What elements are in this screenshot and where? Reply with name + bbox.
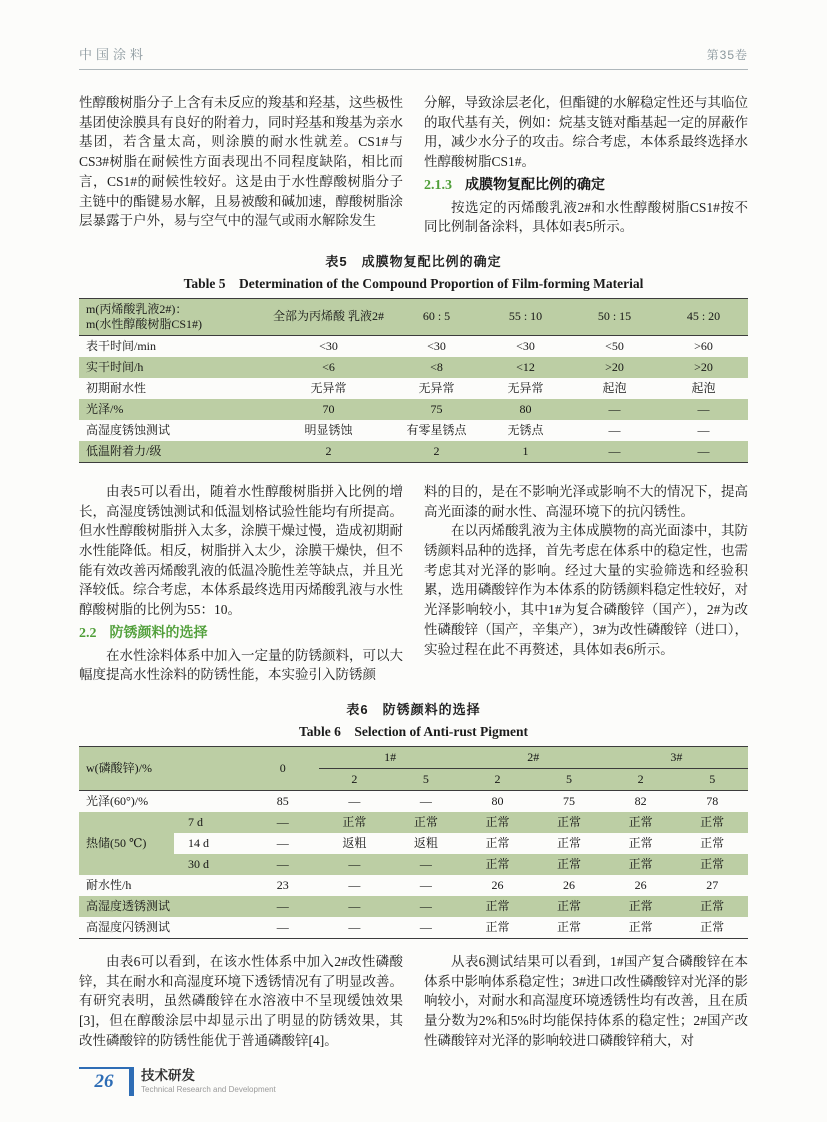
table-header-cell: 45 : 20 bbox=[659, 298, 748, 335]
paragraph: 按选定的丙烯酸乳液2#和水性醇酸树脂CS1#按不同比例制备涂料，具体如表5所示。 bbox=[424, 199, 748, 235]
table-cell: 有零星锈点 bbox=[406, 422, 467, 437]
table-cell: <6 bbox=[265, 357, 392, 378]
table-subheader-cell: 5 bbox=[533, 768, 605, 790]
page-number: 26 bbox=[79, 1067, 129, 1094]
row-label: 实干时间/h bbox=[79, 357, 265, 378]
table-cell: 26 bbox=[634, 877, 647, 892]
row-label: 低温附着力/级 bbox=[79, 441, 265, 463]
table-header-row bbox=[79, 298, 748, 335]
table-cell: — bbox=[319, 854, 391, 875]
section-heading-2-2 bbox=[79, 623, 403, 644]
table-cell: <30 bbox=[319, 338, 338, 353]
table-header-cell bbox=[79, 298, 265, 335]
table-cell: 起泡 bbox=[602, 380, 627, 395]
table-cell: 正常 bbox=[605, 854, 677, 875]
table-cell: — bbox=[419, 877, 432, 892]
footer-section bbox=[141, 1067, 276, 1094]
table-cell: — bbox=[608, 422, 621, 437]
table-group-header: 2# bbox=[462, 746, 605, 768]
text-section-top bbox=[79, 93, 748, 237]
row-sublabel: 30 d bbox=[174, 854, 247, 875]
table-subheader-cell: 2 bbox=[319, 768, 391, 790]
section-number: 2.2 bbox=[79, 625, 97, 641]
table-cell: 2 bbox=[265, 441, 392, 463]
table-cell: — bbox=[419, 793, 432, 808]
table-header-cell: w(磷酸锌)/% bbox=[79, 746, 247, 790]
section-title: 防锈颜料的选择 bbox=[109, 623, 208, 640]
table-cell: 正常 bbox=[533, 896, 605, 917]
row-label: 表干时间/min bbox=[86, 338, 157, 353]
table-row bbox=[79, 357, 748, 378]
table-cell: 正常 bbox=[628, 919, 653, 934]
table-cell: — bbox=[319, 896, 391, 917]
table-cell: 返粗 bbox=[413, 835, 438, 850]
table-cell: 正常 bbox=[557, 919, 582, 934]
table-group-header: 3# bbox=[605, 746, 748, 768]
table-cell: 正常 bbox=[462, 896, 534, 917]
table-row bbox=[79, 812, 748, 833]
row-label: 高湿度锈蚀测试 bbox=[86, 422, 171, 437]
table-cell: 无异常 bbox=[310, 380, 347, 395]
table-cell: <12 bbox=[481, 357, 570, 378]
table-row bbox=[79, 335, 748, 357]
table-cell: 82 bbox=[634, 793, 647, 808]
table-cell: 无异常 bbox=[418, 380, 455, 395]
table-header-cell: 55 : 10 bbox=[481, 298, 570, 335]
table-cell: 正常 bbox=[605, 812, 677, 833]
table-cell: 26 bbox=[491, 877, 504, 892]
table-cell: 正常 bbox=[605, 896, 677, 917]
footer-section-cn: 技术研发 bbox=[141, 1068, 195, 1083]
table-cell: 85 bbox=[276, 793, 289, 808]
table-cell: — bbox=[659, 399, 748, 420]
right-column bbox=[424, 93, 748, 237]
table-cell: 75 bbox=[563, 793, 576, 808]
table-cell: — bbox=[247, 812, 319, 833]
table-row bbox=[79, 378, 748, 399]
table-header-cell: 60 : 5 bbox=[392, 298, 481, 335]
text-section-middle bbox=[79, 482, 748, 685]
table-row bbox=[79, 854, 748, 875]
table6-caption-cn: 表6 防锈颜料的选择 bbox=[346, 701, 481, 717]
row-sublabel: 14 d bbox=[188, 835, 209, 850]
table-group-header: 1# bbox=[319, 746, 462, 768]
row-label: 初期耐水性 bbox=[86, 380, 147, 395]
table-subheader-cell: 5 bbox=[676, 768, 748, 790]
table-cell: <8 bbox=[392, 357, 481, 378]
paragraph: 在水性涂料体系中加入一定量的防锈颜料，可以大幅度提高水性涂料的防锈性能，本实验引入防锈颜 bbox=[79, 647, 403, 683]
header-line: m(丙烯酸乳液2#)： bbox=[86, 301, 188, 316]
table-cell: 78 bbox=[706, 793, 719, 808]
table-cell: — bbox=[247, 896, 319, 917]
table-cell: <50 bbox=[605, 338, 624, 353]
table-cell: — bbox=[276, 919, 289, 934]
row-group-label: 热储(50 ℃) bbox=[79, 812, 174, 875]
table-cell: 正常 bbox=[462, 854, 534, 875]
table-cell: >20 bbox=[570, 357, 659, 378]
table-cell: <30 bbox=[516, 338, 535, 353]
table-cell: 正常 bbox=[390, 812, 462, 833]
row-label: 高湿度透锈测试 bbox=[79, 896, 247, 917]
row-label: 耐水性/h bbox=[86, 877, 132, 892]
header-line: m(水性醇酸树脂CS1#) bbox=[86, 316, 203, 331]
table-subheader-cell: 5 bbox=[390, 768, 462, 790]
table-cell: 无锈点 bbox=[507, 422, 544, 437]
paragraph: 从表6测试结果可以看到，1#国产复合磷酸锌在本体系中影响体系稳定性；3#进口改性磷酸锌对光泽的影响较小，对耐水和高湿度环境透锈性均有改善，且在质量分数为2%和5%时均能保持体系的稳定性；2#国产改性磷酸锌对光泽的影响较进口磷酸锌稍大，对 bbox=[424, 953, 748, 1048]
right-column bbox=[424, 482, 748, 685]
paragraph: 料的目的，是在不影响光泽或影响不大的情况下，提高高光面漆的耐水性、高湿环境下的抗闪锈性。 bbox=[424, 483, 748, 519]
table5 bbox=[79, 298, 748, 463]
table-cell: >60 bbox=[694, 338, 713, 353]
table-row bbox=[79, 833, 748, 854]
row-label: 高湿度闪锈测试 bbox=[86, 919, 171, 934]
section-number: 2.1.3 bbox=[424, 177, 452, 193]
table-row bbox=[79, 399, 748, 420]
page-footer bbox=[79, 1067, 276, 1096]
table5-caption-en: Table 5 Determination of the Compound Proportion of Film-forming Material bbox=[183, 275, 644, 291]
table-cell: 正常 bbox=[485, 835, 510, 850]
table-cell: 正常 bbox=[700, 835, 725, 850]
table-header-cell: 50 : 15 bbox=[570, 298, 659, 335]
section-heading-2-1-3 bbox=[424, 175, 748, 196]
table-cell: 明显锈蚀 bbox=[304, 422, 353, 437]
table-cell: — bbox=[348, 919, 361, 934]
text-section-bottom bbox=[79, 952, 748, 1051]
table-row bbox=[79, 896, 748, 917]
table-subheader-cell: 2 bbox=[462, 768, 534, 790]
paragraph: 由表5可以看出，随着水性醇酸树脂拼入比例的增长，高湿度锈蚀测试和低温划格试验性能均有所提高。但水性醇酸树脂拼入太多，涂膜干燥过慢，造成初期耐水性能降低。相反，树脂拼入太少，涂膜干燥快，但不能有效改善丙烯酸乳液的低温冷脆性差等缺点，并且光泽较低。综合考虑，本体系最终选用丙烯酸乳液与水性醇酸树脂的比例为55：10。 bbox=[79, 483, 403, 618]
table5-caption-cn: 表5 成膜物复配比例的确定 bbox=[325, 253, 502, 269]
table-cell: — bbox=[247, 854, 319, 875]
paragraph: 性醇酸树脂分子上含有未反应的羧基和羟基，这些极性基团使涂膜具有良好的附着力，同时羟基和羧基为亲水基团，若含量太高，则涂膜的耐水性就差。CS1#与CS3#树脂在耐候性方面表现出不同程度缺陷，相比而言，CS1#的耐候性较好。这是由于水性醇酸树脂分子主链中的酯键易水解，且易被酸和碱加速，醇酸树脂涂层暴露于户外，易与空气中的湿气或雨水解除发生 bbox=[79, 95, 403, 229]
table-cell: 75 bbox=[392, 399, 481, 420]
table-cell: 70 bbox=[265, 399, 392, 420]
table-cell: 1 bbox=[481, 441, 570, 463]
footer-section-en: Technical Research and Development bbox=[141, 1085, 276, 1094]
table-row bbox=[79, 420, 748, 441]
table-cell: — bbox=[390, 854, 462, 875]
table-cell: — bbox=[348, 877, 361, 892]
table-cell: — bbox=[570, 441, 659, 463]
table-cell: 正常 bbox=[533, 854, 605, 875]
table-cell: — bbox=[348, 793, 361, 808]
left-column bbox=[79, 952, 403, 1051]
left-column bbox=[79, 93, 403, 237]
table-cell: — bbox=[276, 835, 289, 850]
footer-divider bbox=[129, 1067, 134, 1096]
table-cell: 80 bbox=[491, 793, 504, 808]
paragraph: 在以丙烯酸乳液为主体成膜物的高光面漆中，其防锈颜料品种的选择，首先考虑在体系中的稳定性，也需考虑其对光泽的影响。经过大量的实验筛选和经验积累，选用磷酸锌作为本体系的防锈颜料稳定性较好，对光泽影响较小，其中1#为复合磷酸锌（国产），2#为改性磷酸锌（国产，辛集产），3#为改性磷酸锌（进口），实验过程在此不再赘述，具体如表6所示。 bbox=[424, 523, 748, 657]
table-row bbox=[79, 790, 748, 812]
table-cell: 正常 bbox=[557, 835, 582, 850]
left-column bbox=[79, 482, 403, 685]
table-cell: >20 bbox=[659, 357, 748, 378]
table-cell: 正常 bbox=[676, 812, 748, 833]
paragraph: 由表6可以看到，在该水性体系中加入2#改性磷酸锌，其在耐水和高湿度环境下透锈情况有了明显改善。有研究表明，虽然磷酸锌在水溶液中不呈现缓蚀效果[3]，但在醇酸涂层中却显示出了明显的防锈效果，其改性磷酸锌的防锈性能优于普通磷酸锌[4]。 bbox=[79, 953, 403, 1048]
table-cell: 返粗 bbox=[342, 835, 367, 850]
table-cell: 2 bbox=[392, 441, 481, 463]
table-row bbox=[79, 875, 748, 896]
table5-block bbox=[79, 251, 748, 463]
table-cell: — bbox=[390, 896, 462, 917]
row-label: 光泽/% bbox=[79, 399, 265, 420]
row-sublabel: 7 d bbox=[174, 812, 247, 833]
running-header bbox=[79, 44, 748, 70]
section-title: 成膜物复配比例的确定 bbox=[465, 175, 605, 192]
table-cell: — bbox=[419, 919, 432, 934]
table-cell: 正常 bbox=[676, 896, 748, 917]
row-label: 光泽(60°)/% bbox=[86, 793, 149, 808]
table-subheader-cell: 2 bbox=[605, 768, 677, 790]
table-cell: 正常 bbox=[485, 919, 510, 934]
table-cell: 起泡 bbox=[691, 380, 716, 395]
table-row bbox=[79, 441, 748, 463]
table-cell: 正常 bbox=[700, 919, 725, 934]
table-cell: 正常 bbox=[533, 812, 605, 833]
table-header-row bbox=[79, 746, 748, 768]
table-cell: 27 bbox=[706, 877, 719, 892]
table-cell: 23 bbox=[276, 877, 289, 892]
table-row bbox=[79, 917, 748, 939]
table-cell: <30 bbox=[427, 338, 446, 353]
table-cell: 无异常 bbox=[507, 380, 544, 395]
table-header-cell: 0 bbox=[247, 746, 319, 790]
table-cell: 正常 bbox=[676, 854, 748, 875]
paragraph: 分解，导致涂层老化，但酯键的水解稳定性还与其临位的取代基有关，例如：烷基支链对酯基起一定的屏蔽作用，减少水分子的攻击。综合考虑，本体系最终选择水性醇酸树脂CS1#。 bbox=[424, 95, 748, 170]
table6-block bbox=[79, 699, 748, 939]
right-column bbox=[424, 952, 748, 1051]
table-cell: 正常 bbox=[462, 812, 534, 833]
table-cell: 正常 bbox=[628, 835, 653, 850]
table6 bbox=[79, 746, 748, 939]
journal-name: 中国涂料 bbox=[79, 47, 148, 62]
table-cell: — bbox=[697, 422, 710, 437]
table-cell: — bbox=[570, 399, 659, 420]
table-cell: — bbox=[659, 441, 748, 463]
table-cell: 80 bbox=[481, 399, 570, 420]
table-cell: 正常 bbox=[319, 812, 391, 833]
table-cell: 26 bbox=[563, 877, 576, 892]
table6-caption-en: Table 6 Selection of Anti-rust Pigment bbox=[299, 723, 528, 739]
volume-label: 第35卷 bbox=[706, 48, 748, 62]
table-header-cell: 全部为丙烯酸 乳液2# bbox=[265, 298, 392, 335]
